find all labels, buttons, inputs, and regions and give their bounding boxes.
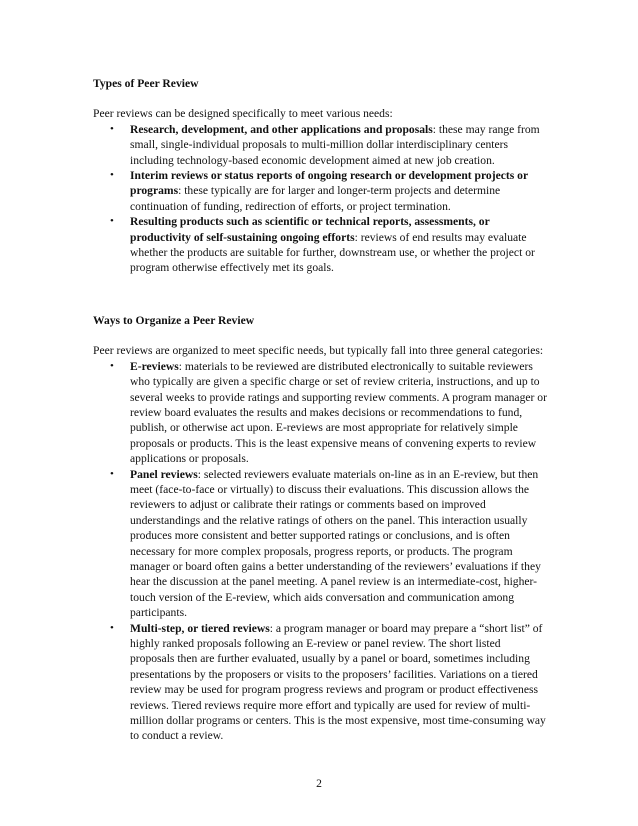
- list-item: [93, 621, 547, 744]
- section-heading-types: Types of Peer Review: [93, 77, 199, 90]
- list-item-term: Multi-step, or tiered reviews: [130, 621, 270, 635]
- list-item-text: : a program manager or board may prepare a “short list” of highly ranked proposals following an E-review or panel review. The short listed proposals then are further evaluated, usually by a panel or board, sometimes including presentations by the proposers or visits to the proposers’ facilities. Variations on a tiered review may be used for program progress reviews and program or product effectiveness reviews. Tiered reviews require more effort and typically are used for review of multi-million dollar programs or centers. This is the most expensive, most time-consuming way to conduct a review.: [130, 621, 546, 743]
- section-intro-organize: Peer reviews are organized to meet specific needs, but typically fall into three general categories:: [93, 344, 544, 358]
- bullet-icon: •: [110, 359, 114, 372]
- list-item: [93, 214, 547, 276]
- list-item-text: : materials to be reviewed are distributed electronically to suitable reviewers who typically are given a specific charge or set of review criteria, instructions, and up to several weeks to provide ratings and supporting review comments. A program manager or review board evaluates the results and makes decisions or recommendations to fund, publish, or otherwise act upon. E-reviews are most appropriate for relatively simple proposals or products. This is the least expensive means of convening experts to review applications or proposals.: [130, 359, 547, 466]
- list-item: [93, 168, 547, 214]
- list-item-term: Panel reviews: [130, 467, 198, 481]
- bullet-icon: •: [110, 169, 114, 182]
- list-item-text: : reviews of end results may evaluate whether the products are suitable for further, downstream use, or whether the project or program otherwise effectively met its goals.: [130, 230, 535, 275]
- list-item-term: Interim reviews or status reports of ongoing research or development projects or programs: [130, 169, 528, 198]
- bullet-icon: •: [110, 621, 114, 634]
- list-item-text: : these typically are for larger and longer-term projects and determine continuation of funding, redirection of efforts, or project termination.: [130, 184, 501, 213]
- list-item-term: Research, development, and other applications and proposals: [130, 122, 433, 136]
- bullet-list-organize: [93, 359, 547, 744]
- list-item: [93, 359, 547, 467]
- page-number: 2: [316, 777, 322, 790]
- list-item-term: E-reviews: [130, 359, 179, 373]
- list-item-text: : selected reviewers evaluate materials on-line as in an E-review, but then meet (face-to-face or virtually) to discuss their evaluations. This discussion allows the reviewers to adjust or calibrate their ratings or comments based on improved understandings and the relative ratings of others on the panel. This interaction usually produces more consistent and better supported ratings or conclusions, and is often necessary for more complex proposals, progress reports, or products. The program manager or board often gains a better understanding of the reviewers’ evaluations if they hear the discussion at the panel meeting. A panel review is an intermediate-cost, higher-touch version of the E-review, which aids conversation and communication among participants.: [130, 467, 541, 620]
- bullet-icon: •: [110, 215, 114, 228]
- bullet-icon: •: [110, 122, 114, 135]
- list-item-text: : these may range from small, single-individual proposals to multi-million dollar interdisciplinary centers including technology-based economic development aimed at new job creation.: [130, 122, 540, 167]
- bullet-list-types: [93, 122, 547, 276]
- list-item-term: Resulting products such as scientific or technical reports, assessments, or productivity of self-sustaining ongoing efforts: [130, 215, 490, 244]
- list-item: [93, 122, 547, 168]
- section-intro-types: Peer reviews can be designed specifically to meet various needs:: [93, 107, 393, 121]
- section-heading-organize: Ways to Organize a Peer Review: [93, 313, 255, 327]
- document-body: [93, 76, 547, 744]
- bullet-icon: •: [110, 467, 114, 480]
- list-item: [93, 467, 547, 621]
